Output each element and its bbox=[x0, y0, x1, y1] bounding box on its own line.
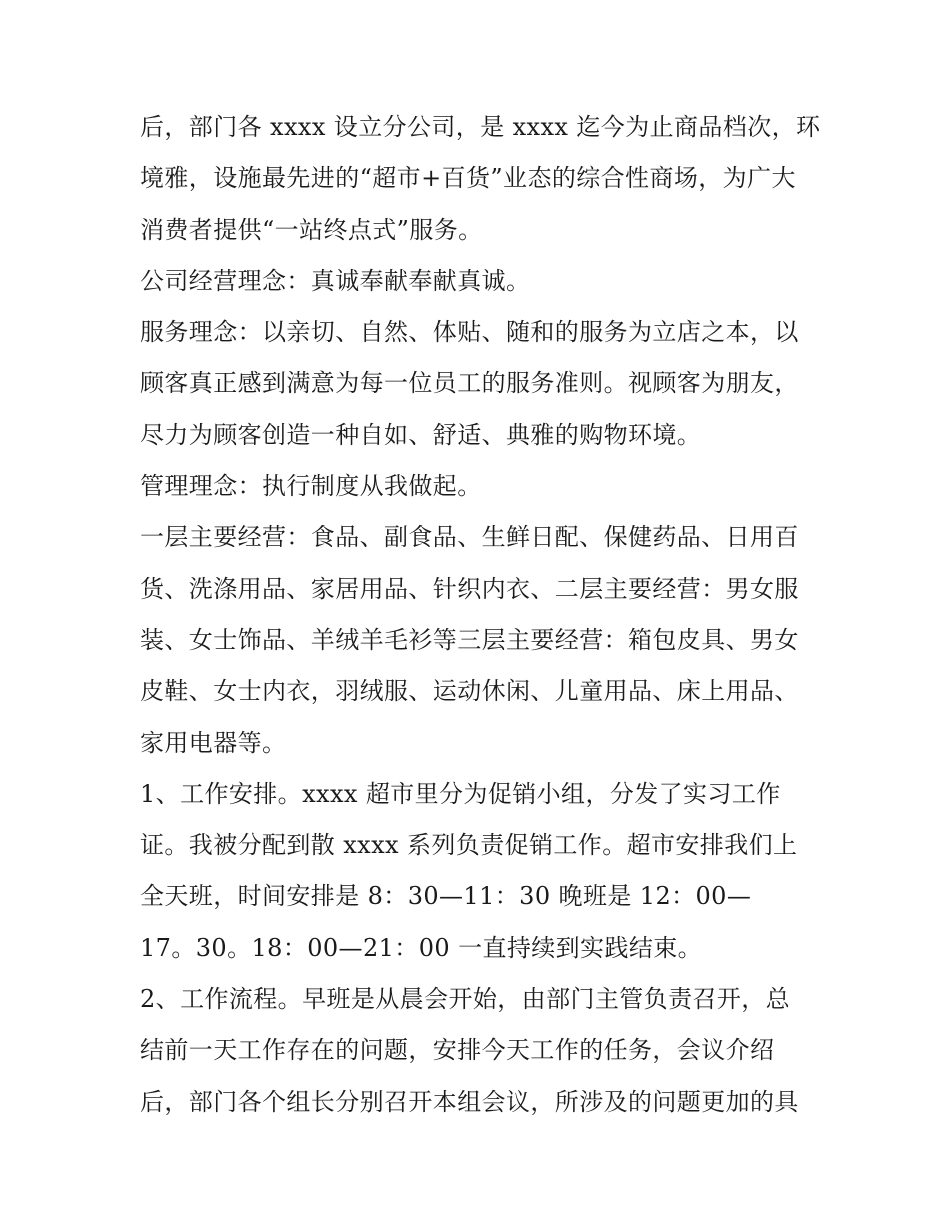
text-line: 家用电器等。 bbox=[140, 728, 287, 757]
text-line: 尽力为顾客创造一种自如、舒适、典雅的购物环境。 bbox=[140, 420, 702, 449]
text-line: 服务理念：以亲切、自然、体贴、随和的服务为立店之本，以 bbox=[140, 318, 799, 347]
text-line: 管理理念：执行制度从我做起。 bbox=[140, 472, 482, 501]
text-line: 皮鞋、女士内衣，羽绒服、运动休闲、儿童用品、床上用品、 bbox=[140, 677, 799, 706]
text-line: 证。我被分配到散 xxxx 系列负责促销工作。超市安排我们上 bbox=[140, 831, 798, 860]
text-line: 顾客真正感到满意为每一位员工的服务准则。视顾客为朋友， bbox=[140, 369, 799, 398]
text-line: 后，部门各个组长分别召开本组会议，所涉及的问题更加的具 bbox=[140, 1087, 799, 1116]
text-line: 结前一天工作存在的问题，安排今天工作的任务，会议介绍 bbox=[140, 1036, 775, 1065]
text-line: 一层主要经营：食品、副食品、生鲜日配、保健药品、日用百 bbox=[140, 523, 799, 552]
text-line: 装、女士饰品、羊绒羊毛衫等三层主要经营：箱包皮具、男女 bbox=[140, 625, 799, 654]
text-line: 17。30。18：00—21：00 一直持续到实践结束。 bbox=[140, 933, 703, 962]
text-line: 2、工作流程。早班是从晨会开始，由部门主管负责召开，总 bbox=[140, 985, 791, 1014]
text-line: 1、工作安排。xxxx 超市里分为促销小组，分发了实习工作 bbox=[140, 779, 781, 808]
text-line: 后，部门各 xxxx 设立分公司，是 xxxx 迄今为止商品档次，环 bbox=[140, 113, 821, 141]
text-line: 公司经营理念：真诚奉献奉献真诚。 bbox=[140, 266, 531, 295]
text-line: 境雅，设施最先进的“超市+百货”业态的综合性商场，为广大 bbox=[140, 164, 796, 193]
text-line: 全天班，时间安排是 8：30—11：30 晚班是 12：00— bbox=[140, 882, 752, 911]
body-text bbox=[140, 102, 840, 1128]
text-line: 货、洗涤用品、家居用品、针织内衣、二层主要经营：男女服 bbox=[140, 574, 799, 603]
text-line: 消费者提供“一站终点式”服务。 bbox=[140, 215, 483, 244]
